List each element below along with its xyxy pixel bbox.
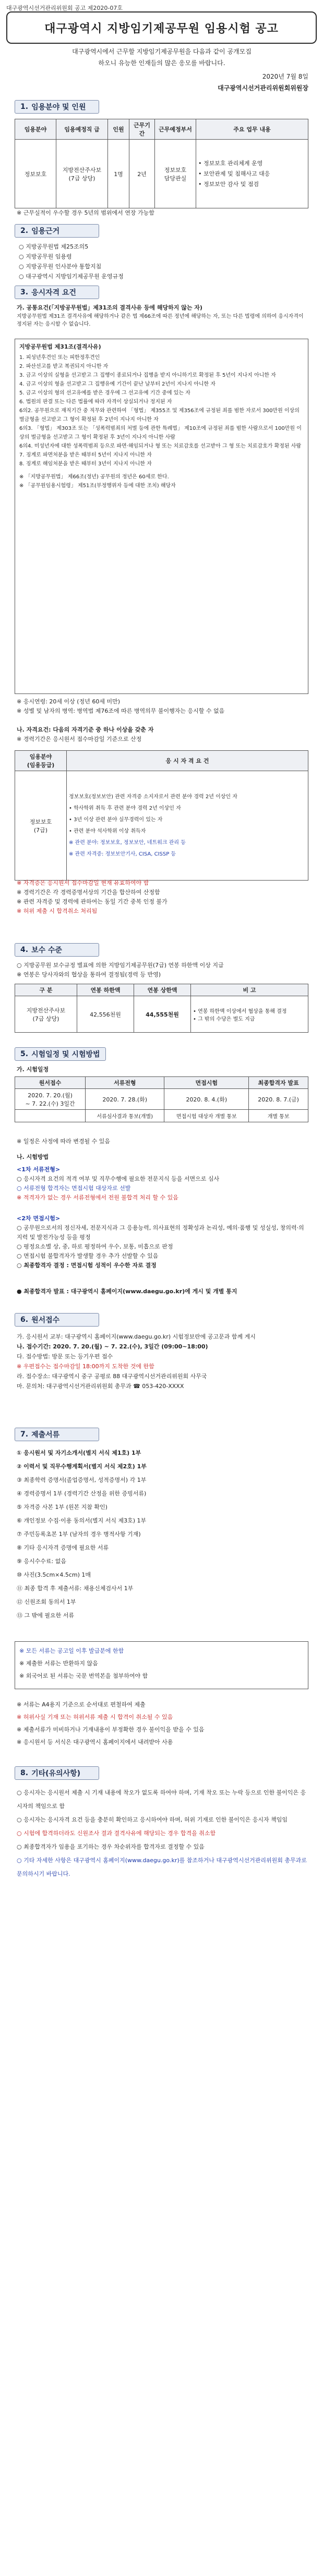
box-note-2: ※ 「공무원임용시험령」 제51조(부정행위자 등에 대한 조치) 해당자 bbox=[19, 483, 176, 489]
cell-qual-field: 정보보호 (7급) bbox=[15, 771, 67, 881]
th-final: 최종합격자 발표 bbox=[249, 1077, 308, 1089]
list-item: ○ 응시자는 응시원서 제출 시 기재 내용에 착오가 없도록 하여야 하며, 기재 착오 또는 누락 등으로 인한 불이익은 응시자의 책임으로 함 bbox=[17, 1789, 306, 1810]
cell-salary-note: • 연봉 하한액 이상에서 협상을 통해 결정 • 그 밖의 수당은 별도 지급 bbox=[191, 996, 308, 1033]
list-item: ※ 관련 분야: 정보보호, 정보보안, 네트워크 관리 등 bbox=[69, 839, 186, 846]
warning: ※ 경력기간은 각 경력증명서상의 기간을 합산하여 산정함 bbox=[17, 889, 160, 896]
list-item: 가. 응시원서 교부: 대구광역시 홈페이지(www.daegu.go.kr) 시험정보란에 공고문과 함께 게시 bbox=[17, 1333, 256, 1340]
list-item: ※ 제출서류가 미비하거나 기재내용이 부정확한 경우 불이익을 받을 수 있음 bbox=[17, 1726, 205, 1733]
table-row bbox=[15, 140, 308, 208]
cell-apply: 2020. 7. 20.(월) ~ 7. 22.(수) 3일간 bbox=[15, 1089, 86, 1110]
cell-interview-note: 면접시험 대상자 개별 통보 bbox=[164, 1110, 249, 1122]
warning: ※ 관련 자격증 및 경력에 관하여는 동일 기간 중복 인정 불가 bbox=[17, 898, 168, 905]
documents-extra-notes bbox=[17, 1699, 309, 1749]
list-item: 8. 징계로 해임처분을 받은 때부터 3년이 지나지 아니한 자 bbox=[19, 461, 152, 467]
list-item: 나. 접수기간: 2020. 7. 20.(월) ~ 7. 22.(수), 3일간 (09:00~18:00) bbox=[17, 1343, 208, 1350]
eligibility-a bbox=[17, 303, 309, 328]
list-item: 1. 피성년후견인 또는 피한정후견인 bbox=[19, 355, 100, 361]
table-header-row bbox=[15, 751, 308, 771]
cell-count: 1명 bbox=[108, 140, 129, 208]
cell-salary-max: 44,555천원 bbox=[134, 996, 191, 1033]
box-title: 지방공무원법 제31조(결격사유) bbox=[19, 343, 101, 350]
list-item: ※ 제출한 서류는 반환하지 않음 bbox=[19, 1660, 98, 1667]
schedule-subtitle: 가. 시험일정 bbox=[17, 1066, 49, 1073]
th-salary-min: 연봉 하한액 bbox=[77, 984, 134, 996]
basis-list bbox=[19, 242, 301, 281]
schedule-note: ※ 일정은 사정에 따라 변경될 수 있음 bbox=[17, 1138, 110, 1145]
cell-grade: 지방전산주사보 (7급 상당) bbox=[56, 140, 108, 208]
section-3-header: 3. 응시자격 요건 bbox=[15, 286, 99, 299]
list-item: ⑥ 개인정보 수집·이용 동의서(별지 서식 제3호) 1부 bbox=[17, 1517, 147, 1524]
list-item: ○ 평정요소별 상, 중, 하로 평정하여 우수, 보통, 미흡으로 판정 bbox=[17, 1243, 173, 1250]
box-note-1: ※ 「지방공무원법」 제66조(정년) 공무원의 정년은 60세로 한다. bbox=[19, 474, 169, 480]
step-2 bbox=[17, 1214, 309, 1270]
documents-list bbox=[17, 1446, 309, 1623]
eligibility-b-note: ※ 경력기간은 응시원서 접수마감일 기준으로 산정 bbox=[17, 736, 142, 742]
list-item: ⑤ 자격증 사본 1부 (원본 지참 확인) bbox=[17, 1504, 107, 1510]
schedule-table bbox=[15, 1076, 308, 1122]
list-item: 마. 문의처: 대구광역시선거관리위원회 총무과 ☎ 053-420-XXXX bbox=[17, 1383, 184, 1390]
section-2-header: 2. 임용근거 bbox=[15, 224, 99, 238]
list-item: ※ 허위사실 기재 또는 허위서류 제출 시 합격이 취소될 수 있음 bbox=[17, 1714, 173, 1720]
list-item: 라. 접수장소: 대구광역시 중구 공평로 88 대구광역시선거관리위원회 사무국 bbox=[17, 1373, 207, 1380]
list-item: ① 응시원서 및 자기소개서(별지 서식 제1호) 1부 bbox=[17, 1450, 141, 1456]
list-item: ⑨ 응시수수료: 없음 bbox=[17, 1558, 66, 1565]
list-item: ○ 지방공무원 인사분야 통합지침 bbox=[19, 263, 102, 270]
cell-dept: 정보보호 담당관실 bbox=[155, 140, 196, 208]
cell-duties: • 정보보호 관리체계 운영 • 보안관제 및 침해사고 대응 • 정보보안 감사 및 점검 bbox=[196, 140, 308, 208]
list-item: ※ 서류는 A4용지 기준으로 순서대로 편철하여 제출 bbox=[17, 1701, 146, 1708]
table-row bbox=[15, 996, 308, 1033]
positions-table bbox=[15, 119, 308, 208]
list-item: 6. 법원의 판결 또는 다른 법률에 따라 자격이 상실되거나 정지된 자 bbox=[19, 399, 172, 405]
th-qual-req: 응 시 자 격 요 건 bbox=[67, 751, 308, 771]
step-1-title: <1차 서류전형> bbox=[17, 1166, 61, 1173]
th-count: 인원 bbox=[108, 119, 129, 140]
list-item: ○ 응시자는 응시자격 요건 등을 충분히 확인하고 응시하여야 하며, 허위 기재로 인한 불이익은 응시자 책임임 bbox=[17, 1816, 288, 1823]
method-subtitle: 나. 시험방법 bbox=[17, 1154, 49, 1160]
eligibility-a-title: 가. 공통요건(「지방공무원법」제31조의 결격사유 등에 해당하지 않는 자) bbox=[17, 304, 202, 311]
warning: ※ 허위 제출 시 합격취소 처리됨 bbox=[17, 908, 98, 914]
list-item: ○ 면접시험 불합격자가 발생할 경우 추가 선발할 수 있음 bbox=[17, 1253, 159, 1259]
step-2-title: <2차 면접시험> bbox=[17, 1215, 61, 1222]
list-item: ○ 최종합격자가 임용을 포기하는 경우 차순위자를 합격자로 결정할 수 있음 bbox=[17, 1843, 205, 1850]
list-item: ⑧ 기타 응시자격 증명에 필요한 서류 bbox=[17, 1544, 109, 1551]
th-doc: 서류전형 bbox=[86, 1077, 164, 1089]
table-header-row bbox=[15, 1077, 308, 1089]
section-5-header: 5. 시험일정 및 시험방법 bbox=[15, 1047, 106, 1061]
list-item: ○ 지방공무원 임용령 bbox=[19, 253, 72, 260]
th-salary-type: 구 분 bbox=[15, 984, 77, 996]
list-item: ⑩ 사진(3.5cm×4.5cm) 1매 bbox=[17, 1571, 91, 1578]
cell-final: 2020. 8. 7.(금) bbox=[249, 1089, 308, 1110]
section-6-header: 6. 원서접수 bbox=[15, 1313, 99, 1327]
disqualification-box bbox=[15, 339, 308, 694]
eligibility-b-title: 나. 자격요건: 다음의 자격기준 중 하나 이상을 갖춘 자 bbox=[17, 726, 154, 733]
age-note: ※ 응시연령: 20세 이상 (정년 60세 미만) bbox=[17, 698, 120, 705]
list-item: • 3년 이상 관련 분야 실무경력이 있는 자 bbox=[69, 816, 163, 823]
eligibility-b bbox=[17, 725, 309, 744]
list-item: ○ 대구광역시 지방임기제공무원 운영규정 bbox=[19, 273, 124, 280]
list-item: ※ 모든 서류는 공고일 이후 발급분에 한함 bbox=[19, 1648, 124, 1654]
list-item: ⑦ 주민등록초본 1부 (남자의 경우 병적사항 기재) bbox=[17, 1531, 141, 1538]
section-4-header: 4. 보수 수준 bbox=[15, 943, 99, 957]
th-salary-max: 연봉 상한액 bbox=[134, 984, 191, 996]
announce-number: 대구광역시선거관리위원회 공고 제2020-07호 bbox=[6, 5, 123, 11]
table-row bbox=[15, 771, 308, 881]
list-item: ○ 기타 자세한 사항은 대구광역시 홈페이지(www.daegu.go.kr)를 참조하거나 대구광역시선거관리위원회 총무과로 문의하시기 바랍니다. bbox=[17, 1857, 307, 1877]
list-item: ○ 최종합격자 결정 : 면접시험 성적이 우수한 자로 결정 bbox=[17, 1262, 157, 1269]
list-item: ○ 응시자격 요건의 적격 여부 및 직무수행에 필요한 전문지식 등을 서면으로 심사 bbox=[17, 1175, 220, 1182]
table-row bbox=[15, 1110, 308, 1122]
list-item: ⑬ 그 밖에 필요한 서류 bbox=[17, 1612, 74, 1619]
list-item: 5. 금고 이상의 형의 선고유예를 받은 경우에 그 선고유예 기간 중에 있는 자 bbox=[19, 390, 190, 396]
cell-final-note: 개별 통보 bbox=[249, 1110, 308, 1122]
intro-line-2: 하오니 유능한 인재들의 많은 응모를 바랍니다. bbox=[98, 59, 225, 67]
table-row bbox=[15, 1089, 308, 1110]
th-duties: 주요 업무 내용 bbox=[196, 119, 308, 140]
list-item: ○ 지방공무원법 제25조의5 bbox=[19, 243, 89, 250]
cell-doc: 2020. 7. 28.(화) bbox=[86, 1089, 164, 1110]
cell-doc-note: 서류심사결과 통보(개별) bbox=[86, 1110, 164, 1122]
list-item: ⑫ 신원조회 동의서 1부 bbox=[17, 1599, 76, 1605]
table1-note: ※ 근무실적이 우수할 경우 5년의 범위에서 연장 가능함 bbox=[17, 209, 154, 216]
list-item: 3. 금고 이상의 실형을 선고받고 그 집행이 종료되거나 집행을 받지 아니하기로 확정된 후 5년이 지나지 아니한 자 bbox=[19, 373, 276, 378]
th-period: 근무기간 bbox=[129, 119, 155, 140]
title-box bbox=[6, 11, 317, 44]
list-item: ② 이력서 및 직무수행계획서(별지 서식 제2호) 1부 bbox=[17, 1463, 147, 1470]
list-item: ③ 최종학력 증명서(졸업증명서, 성적증명서) 각 1부 bbox=[17, 1477, 147, 1483]
list-item: ⑪ 최종 합격 후 제출서류: 채용신체검사서 1부 bbox=[17, 1585, 134, 1592]
date-block bbox=[218, 71, 308, 94]
list-item: 정보보호(정보보안) 관련 자격증 소지자로서 관련 분야 경력 2년 이상인 자 bbox=[69, 794, 237, 800]
cell-interview: 2020. 8. 4.(화) bbox=[164, 1089, 249, 1110]
sex-note: ※ 성별 및 남자의 병역: 병역법 제76조에 따른 병역의무 불이행자는 응시할 수 없음 bbox=[17, 708, 225, 714]
cell-salary-type: 지방전산주사보 (7급 상당) bbox=[15, 996, 77, 1033]
th-qual-field: 임용분야 (임용등급) bbox=[15, 751, 67, 771]
list-item: 6의2. 공무원으로 재직기간 중 직무와 관련하여 「형법」 제355조 및 제356조에 규정된 죄를 범한 자로서 300만원 이상의 벌금형을 선고받고 그 형이 확정된 후 2년이 지나지 아니한 자 bbox=[19, 408, 300, 423]
list-item: ※ 적격자가 없는 경우 서류전형에서 전원 불합격 처리 할 수 있음 bbox=[17, 1194, 178, 1201]
section-8-header: 8. 기타(유의사항) bbox=[15, 1766, 99, 1780]
intro bbox=[19, 46, 305, 69]
list-item: 2. 파산선고를 받고 복권되지 아니한 자 bbox=[19, 364, 109, 369]
list-item: ○ 서류전형 합격자는 면접시험 대상자로 선발 bbox=[17, 1185, 131, 1192]
page-title: 대구광역시 지방임기제공무원 임용시험 공고 bbox=[44, 22, 279, 35]
section-7-header: 7. 제출서류 bbox=[15, 1428, 99, 1441]
qualification-warnings bbox=[17, 878, 309, 916]
list-item: ※ 우편접수는 접수마감일 18:00까지 도착한 것에 한함 bbox=[17, 1363, 154, 1370]
list-item: ※ 외국어로 된 서류는 국문 번역본을 첨부하여야 함 bbox=[19, 1673, 148, 1679]
list-item: 7. 징계로 파면처분을 받은 때부터 5년이 지나지 아니한 자 bbox=[19, 452, 152, 458]
cell-salary-min: 42,556천원 bbox=[77, 996, 134, 1033]
list-item: 다. 접수방법: 방문 또는 등기우편 접수 bbox=[17, 1353, 113, 1360]
salary-intro: ○ 지방공무원 보수규정 별표에 의한 지방임기제공무원(7급) 연봉 하한액 이상 지급 ※ 연봉은 당사자와의 협상을 통하여 결정됨(경력 등 반영) bbox=[17, 962, 224, 978]
list-item: 6의4. 미성년자에 대한 성폭력범죄 등으로 파면·해임되거나 형 또는 치료감호를 선고받아 그 형 또는 치료감호가 확정된 사람 bbox=[19, 443, 302, 449]
warning: ※ 자격증은 응시원서 접수마감일 현재 유효하여야 함 bbox=[17, 880, 149, 886]
list-item: ④ 경력증명서 1부 (경력기간 산정을 위한 증빙서류) bbox=[17, 1490, 147, 1497]
th-dept: 근무예정부서 bbox=[155, 119, 196, 140]
final-result: ● 최종합격자 발표 : 대구광역시 홈페이지(www.daegu.go.kr)에 게시 및 개별 통지 bbox=[17, 1288, 237, 1295]
salary-table bbox=[15, 984, 308, 1033]
cell-period: 2년 bbox=[129, 140, 155, 208]
notices-list bbox=[17, 1786, 309, 1881]
cell-qual-req bbox=[67, 771, 308, 881]
announce-date: 2020년 7월 8일 bbox=[262, 73, 308, 80]
list-item: • 관련 분야 석사학위 이상 취득자 bbox=[69, 828, 146, 834]
list-item: 6의3. 「형법」 제303조 또는 「성폭력범죄의 처벌 등에 관한 특례법」 제10조에 규정된 죄를 범한 사람으로서 100만원 이상의 벌금형을 선고받고 그 형이 확정된 후 3년이 지나지 아니한 사람 bbox=[19, 426, 302, 440]
th-interview: 면접시험 bbox=[164, 1077, 249, 1089]
table-header-row bbox=[15, 119, 308, 140]
list-item: ○ 시험에 합격하더라도 신원조사 결과 결격사유에 해당되는 경우 합격을 취소함 bbox=[17, 1830, 216, 1837]
documents-notice-box bbox=[15, 1641, 308, 1689]
table-header-row bbox=[15, 984, 308, 996]
step-1 bbox=[17, 1165, 309, 1203]
intro-line-1: 대구광역시에서 근무할 지방임기제공무원을 다음과 같이 공개모집 bbox=[72, 48, 252, 55]
announce-org: 대구광역시선거관리위원회위원장 bbox=[218, 84, 308, 92]
list-item: ※ 관련 자격증: 정보보안기사, CISA, CISSP 등 bbox=[69, 851, 176, 857]
cell-apply-note bbox=[15, 1110, 86, 1122]
application-list bbox=[17, 1332, 309, 1391]
qualification-table bbox=[15, 750, 308, 881]
eligibility-a-detail: 지방공무원법 제31조 결격사유에 해당하거나 같은 법 제66조에 따른 정년에 해당하는 자, 또는 다른 법령에 의하여 응시자격이 정지된 자는 응시할 수 없습니다. bbox=[17, 314, 304, 327]
th-field: 임용분야 bbox=[15, 119, 56, 140]
list-item: ※ 응시원서 등 서식은 대구광역시 홈페이지에서 내려받아 사용 bbox=[17, 1739, 173, 1745]
list-item: ○ 공무원으로서의 정신자세, 전문지식과 그 응용능력, 의사표현의 정확성과 논리성, 예의·품행 및 성실성, 창의력·의지력 및 발전가능성 등을 평정 bbox=[17, 1224, 304, 1241]
list-item: • 학사학위 취득 후 관련 분야 경력 2년 이상인 자 bbox=[69, 805, 181, 811]
th-salary-note: 비 고 bbox=[191, 984, 308, 996]
th-apply: 원서접수 bbox=[15, 1077, 86, 1089]
cell-field: 정보보호 bbox=[15, 140, 56, 208]
list-item: 4. 금고 이상의 형을 선고받고 그 집행유예 기간이 끝난 날부터 2년이 지나지 아니한 자 bbox=[19, 381, 216, 387]
th-grade: 임용예정직 급 bbox=[56, 119, 108, 140]
section-1-header: 1. 임용분야 및 인원 bbox=[15, 100, 99, 114]
